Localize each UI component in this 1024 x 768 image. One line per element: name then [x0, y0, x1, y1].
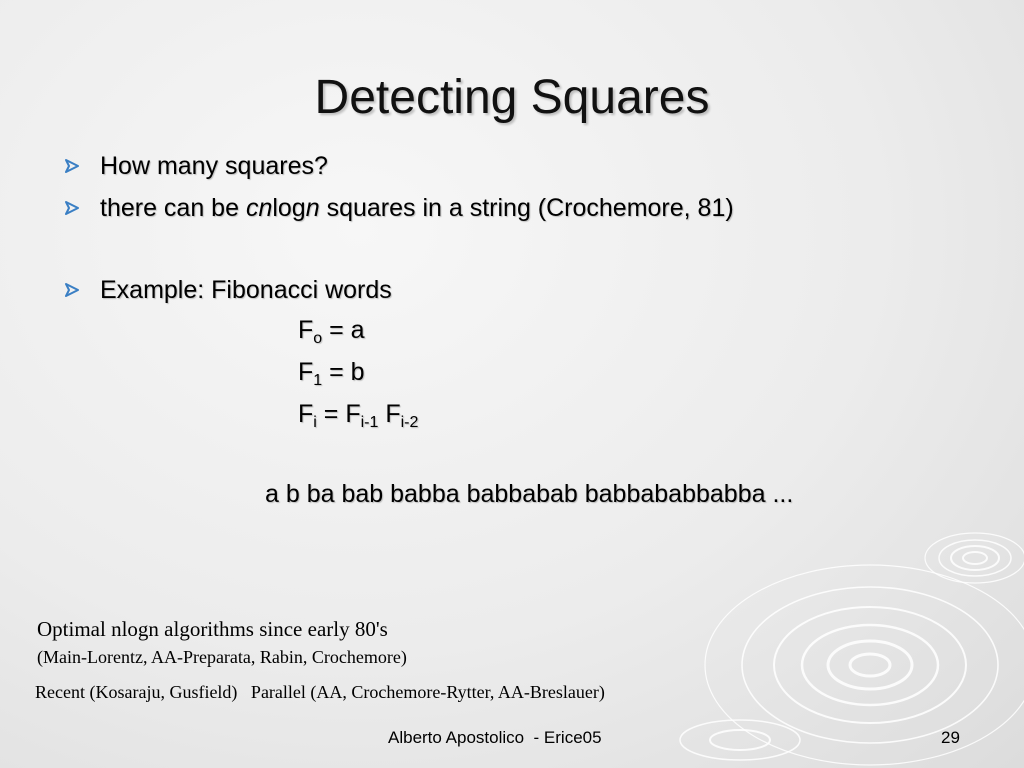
- formula-f1: [298, 356, 365, 397]
- bullet-text: Example: Fibonacci words: [100, 275, 392, 304]
- log-word: log: [272, 193, 306, 222]
- note-optimal-algorithms: Optimal nlogn algorithms since early 80's: [37, 617, 388, 641]
- formula-equals: = F: [316, 400, 361, 428]
- formula-f0: [298, 314, 365, 355]
- bullet-text: [100, 194, 734, 223]
- formula-fi-recurrence: [298, 398, 418, 439]
- note-algorithm-authors: (Main-Lorentz, AA-Preparata, Rabin, Crochemore): [37, 647, 407, 667]
- italic-cn: cn: [245, 193, 273, 222]
- formula-rest: = b: [322, 358, 365, 386]
- bullet-how-many-squares: [64, 150, 328, 182]
- formula-mid: F: [378, 400, 401, 428]
- page-number: 29: [941, 728, 960, 747]
- bullet-fibonacci-example: [64, 274, 392, 306]
- chevron-arrow-icon: [64, 282, 80, 298]
- note-recent-parallel: Recent (Kosaraju, Gusfield) Parallel (AA, Crochemore-Rytter, AA-Breslauer): [35, 682, 605, 702]
- fibonacci-sequence: a b ba bab babba babbabab babbababbabba ...: [265, 480, 794, 508]
- formula-base: F: [298, 400, 314, 428]
- bullet-suffix: squares in a string (Crochemore, 81): [319, 193, 734, 222]
- formula-subscript: i-2: [400, 414, 419, 431]
- italic-n: n: [305, 193, 320, 222]
- slide-title: Detecting Squares: [314, 71, 710, 124]
- formula-subscript: i: [313, 414, 317, 431]
- chevron-arrow-icon: [64, 200, 80, 216]
- formula-subscript: o: [313, 330, 323, 347]
- formula-base: F: [298, 358, 314, 386]
- formula-rest: = a: [322, 316, 365, 344]
- formula-base: F: [298, 316, 314, 344]
- formula-subscript: 1: [313, 372, 323, 389]
- bullet-text: How many squares?: [100, 151, 328, 180]
- chevron-arrow-icon: [64, 158, 80, 174]
- formula-subscript: i-1: [360, 414, 379, 431]
- footer-author: Alberto Apostolico - Erice05: [388, 728, 602, 747]
- bullet-cnlogn-squares: [64, 192, 734, 224]
- bullet-prefix: there can be: [100, 193, 246, 222]
